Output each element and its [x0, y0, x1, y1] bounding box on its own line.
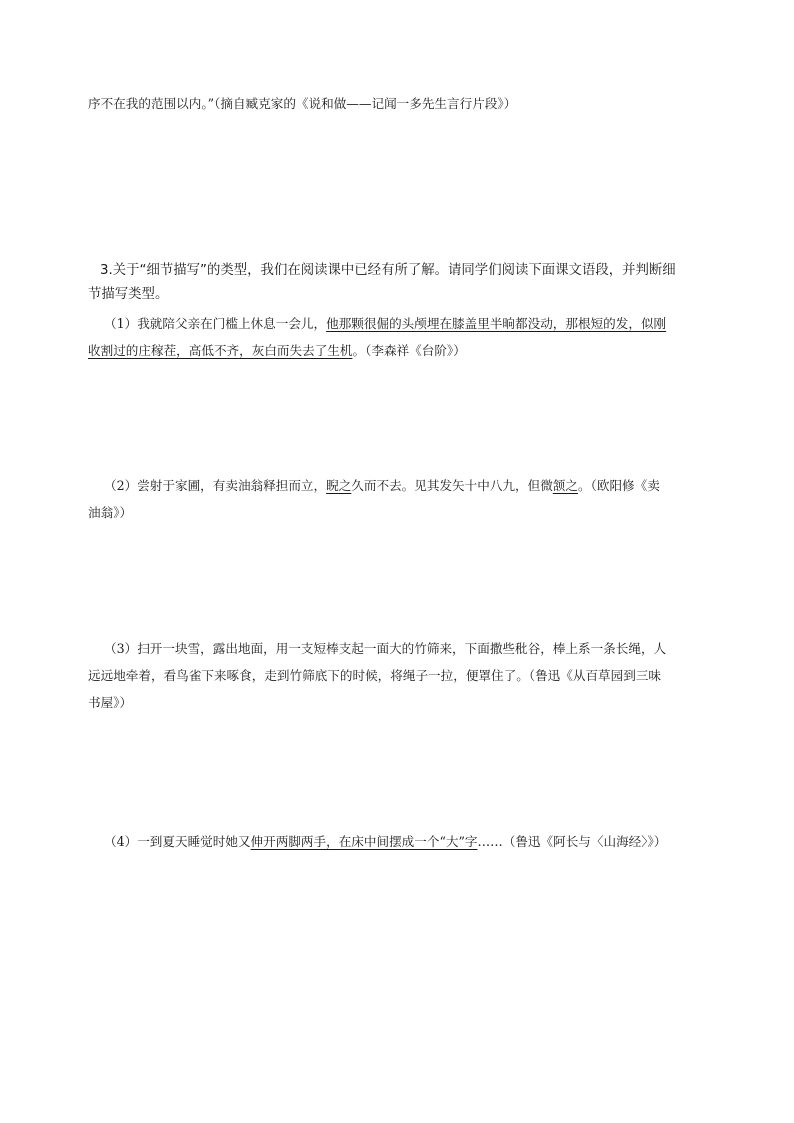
passage-item-3-line-2: 远远地牵着，看鸟雀下来啄食，走到竹筛底下的时候，将绳子一拉，便罩住了。（鲁迅《从百草园到三味: [88, 668, 662, 683]
underlined-detail: 伸开两脚两手，在床中间摆成一个“大”字: [250, 834, 478, 849]
passage-item-3-line-3: 书屋》）: [88, 695, 133, 710]
passage-item-1-line-2: 收割过的庄稼茬，高低不齐，灰白而失去了生机。（李森祥《台阶》）: [88, 343, 466, 358]
underlined-detail: 收割过的庄稼茬，高低不齐，灰白而失去了生机: [88, 343, 353, 358]
question-3-prompt-line-2: 节描写类型。: [88, 287, 169, 302]
passage-item-4-line-1: （4）一到夏天睡觉时她又伸开两脚两手，在床中间摆成一个“大”字……（鲁迅《阿长与〈山海经〉》）: [104, 834, 667, 849]
underlined-word: 颔之: [552, 478, 578, 493]
underlined-detail: 他那颗很倔的头颅埋在膝盖里半晌都没动，那根短的发，似刚: [326, 316, 667, 331]
top-fragment-text: 序不在我的范围以内。”（摘自臧克家的《说和做——记闻一多先生言行片段》）: [88, 96, 517, 111]
underlined-word: 睨之: [326, 478, 352, 493]
passage-item-3-line-1: （3）扫开一块雪，露出地面，用一支短棒支起一面大的竹筛来，下面撒些秕谷，棒上系一条长绳，人: [104, 641, 667, 656]
question-3-prompt-line-1: 3.关于“细节描写”的类型，我们在阅读课中已经有所了解。请同学们阅读下面课文语段，并判断细: [100, 263, 676, 278]
passage-item-2-line-1: （2）尝射于家圃，有卖油翁释担而立，睨之久而不去。见其发矢十中八九，但微颔之。（欧阳修《卖: [104, 478, 660, 493]
passage-item-2-line-2: 油翁》）: [88, 505, 133, 520]
top-fragment: [88, 96, 516, 112]
passage-item-1-line-1: （1）我就陪父亲在门槛上休息一会儿，他那颗很倔的头颅埋在膝盖里半晌都没动，那根短的发，似刚: [104, 316, 667, 331]
